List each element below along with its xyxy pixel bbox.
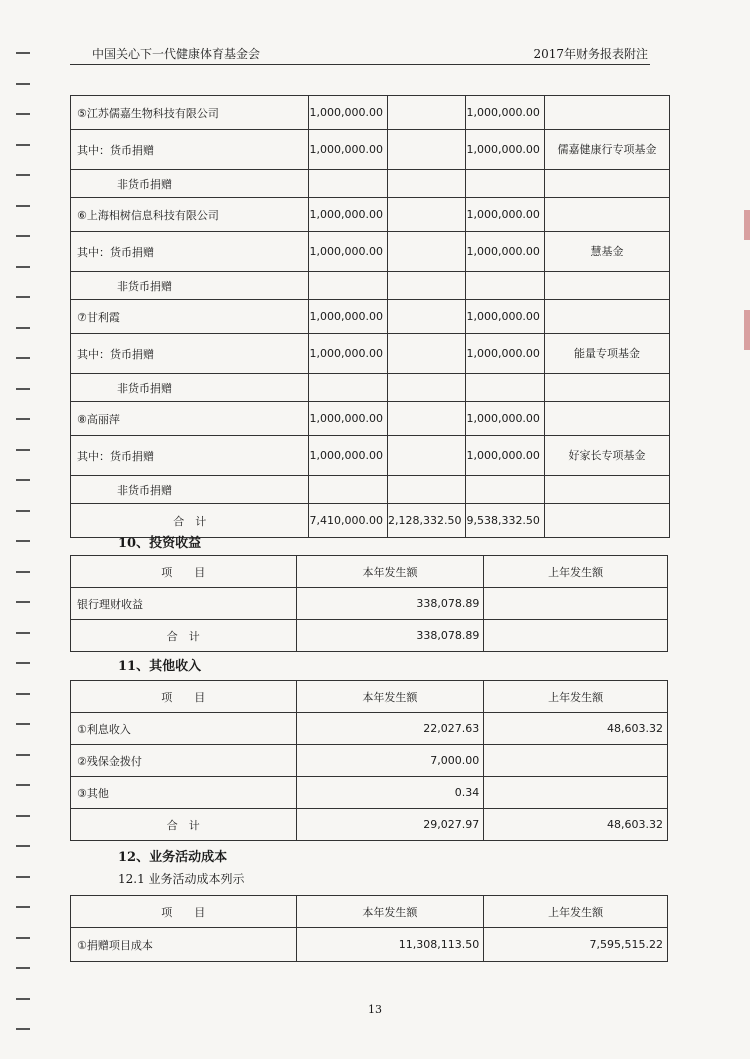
table-row: [71, 713, 668, 745]
seal-stamp-edge: [744, 310, 750, 350]
table-row: [71, 272, 670, 300]
binding-mark: [16, 662, 30, 664]
row-label: 非货币捐赠: [71, 476, 309, 504]
activity-cost-table: [70, 895, 668, 962]
amount-cell: [309, 374, 387, 402]
table-row: [71, 232, 670, 272]
amount-cell: 1,000,000.00: [466, 96, 544, 130]
amount-cell: 1,000,000.00: [309, 130, 387, 170]
binding-mark: [16, 876, 30, 878]
binding-mark: [16, 235, 30, 237]
binding-mark: [16, 296, 30, 298]
amount-cell: 9,538,332.50: [466, 504, 544, 538]
fund-note: [544, 374, 669, 402]
total-row: [71, 620, 668, 652]
amount-cell: 1,000,000.00: [466, 232, 544, 272]
current-year-amount: 22,027.63: [296, 713, 484, 745]
page-header: [70, 42, 650, 65]
row-label: 其中：货币捐赠: [71, 130, 309, 170]
row-label: 非货币捐赠: [71, 272, 309, 300]
fund-note: [544, 272, 669, 300]
amount-cell: 1,000,000.00: [466, 402, 544, 436]
binding-mark: [16, 418, 30, 420]
other-income-table: [70, 680, 668, 841]
binding-mark: [16, 327, 30, 329]
fund-note: [544, 504, 669, 538]
binding-mark: [16, 845, 30, 847]
report-title: 2017年财务报表附注: [533, 47, 648, 61]
fund-note: 慧基金: [544, 232, 669, 272]
amount-cell: [387, 232, 465, 272]
binding-mark: [16, 266, 30, 268]
binding-mark: [16, 937, 30, 939]
amount-cell: 1,000,000.00: [466, 130, 544, 170]
binding-mark: [16, 540, 30, 542]
current-year-amount: 11,308,113.50: [296, 928, 484, 962]
column-header: 本年发生额: [296, 681, 484, 713]
binding-mark: [16, 693, 30, 695]
prior-year-amount: [484, 777, 668, 809]
header-row: [71, 896, 668, 928]
org-name: 中国关心下一代健康体育基金会: [92, 47, 261, 61]
amount-cell: [387, 96, 465, 130]
amount-cell: 1,000,000.00: [309, 198, 387, 232]
amount-cell: 2,128,332.50: [387, 504, 465, 538]
row-label: ①利息收入: [71, 713, 297, 745]
binding-mark: [16, 906, 30, 908]
binding-mark: [16, 479, 30, 481]
column-header: 上年发生额: [484, 556, 668, 588]
section-11-title: 11、其他收入: [118, 659, 202, 674]
table-row: [71, 130, 670, 170]
binding-mark: [16, 754, 30, 756]
table-row: [71, 402, 670, 436]
fund-note: [544, 476, 669, 504]
column-header: 项 目: [71, 556, 297, 588]
amount-cell: [309, 272, 387, 300]
table-row: [71, 777, 668, 809]
table-row: [71, 96, 670, 130]
row-label: 合 计: [71, 504, 309, 538]
total-row: [71, 809, 668, 841]
prior-year-amount: [484, 620, 668, 652]
amount-cell: 1,000,000.00: [309, 96, 387, 130]
amount-cell: [387, 402, 465, 436]
amount-cell: [387, 272, 465, 300]
amount-cell: [466, 170, 544, 198]
row-label: ①捐赠项目成本: [71, 928, 297, 962]
amount-cell: 7,410,000.00: [309, 504, 387, 538]
column-header: 上年发生额: [484, 681, 668, 713]
amount-cell: [387, 436, 465, 476]
row-label: 其中：货币捐赠: [71, 436, 309, 476]
column-header: 项 目: [71, 681, 297, 713]
binding-mark: [16, 632, 30, 634]
table-row: [71, 436, 670, 476]
row-label: ⑥上海相树信息科技有限公司: [71, 198, 309, 232]
amount-cell: [387, 374, 465, 402]
amount-cell: [387, 334, 465, 374]
amount-cell: 1,000,000.00: [466, 198, 544, 232]
row-label: 银行理财收益: [71, 588, 297, 620]
table-row: [71, 588, 668, 620]
fund-note: [544, 170, 669, 198]
binding-mark: [16, 144, 30, 146]
amount-cell: 1,000,000.00: [309, 402, 387, 436]
amount-cell: 1,000,000.00: [309, 334, 387, 374]
prior-year-amount: [484, 745, 668, 777]
section-10-title: 10、投资收益: [118, 536, 202, 551]
current-year-amount: 0.34: [296, 777, 484, 809]
current-year-amount: 29,027.97: [296, 809, 484, 841]
binding-mark: [16, 52, 30, 54]
amount-cell: [387, 300, 465, 334]
section-12-subtitle: 12.1 业务活动成本列示: [118, 872, 245, 886]
fund-note: [544, 402, 669, 436]
row-label: ③其他: [71, 777, 297, 809]
fund-note: [544, 198, 669, 232]
table-row: [71, 300, 670, 334]
binding-mark: [16, 83, 30, 85]
row-label: ②残保金拨付: [71, 745, 297, 777]
fund-note: 儒嘉健康行专项基金: [544, 130, 669, 170]
current-year-amount: 7,000.00: [296, 745, 484, 777]
table-row: [71, 476, 670, 504]
row-label: ⑤江苏儒嘉生物科技有限公司: [71, 96, 309, 130]
binding-mark: [16, 510, 30, 512]
amount-cell: [387, 476, 465, 504]
header-row: [71, 556, 668, 588]
current-year-amount: 338,078.89: [296, 588, 484, 620]
binding-mark: [16, 113, 30, 115]
amount-cell: [387, 198, 465, 232]
table-row: [71, 334, 670, 374]
fund-note: [544, 96, 669, 130]
binding-mark: [16, 784, 30, 786]
prior-year-amount: [484, 588, 668, 620]
donation-table: [70, 95, 670, 538]
column-header: 项 目: [71, 896, 297, 928]
row-label: 非货币捐赠: [71, 374, 309, 402]
fund-note: 能量专项基金: [544, 334, 669, 374]
binding-mark: [16, 601, 30, 603]
binding-mark: [16, 998, 30, 1000]
table-row: [71, 170, 670, 198]
prior-year-amount: 48,603.32: [484, 809, 668, 841]
column-header: 本年发生额: [296, 896, 484, 928]
amount-cell: 1,000,000.00: [309, 300, 387, 334]
binding-mark: [16, 1028, 30, 1030]
binding-mark: [16, 723, 30, 725]
amount-cell: [309, 170, 387, 198]
row-label: 合 计: [71, 620, 297, 652]
row-label: ⑧高丽萍: [71, 402, 309, 436]
binding-mark: [16, 449, 30, 451]
amount-cell: [466, 272, 544, 300]
amount-cell: [387, 170, 465, 198]
current-year-amount: 338,078.89: [296, 620, 484, 652]
row-label: 其中：货币捐赠: [71, 232, 309, 272]
amount-cell: 1,000,000.00: [466, 334, 544, 374]
table-row: [71, 928, 668, 962]
table-row: [71, 374, 670, 402]
amount-cell: [466, 374, 544, 402]
amount-cell: [309, 476, 387, 504]
binding-mark: [16, 357, 30, 359]
binding-mark: [16, 571, 30, 573]
amount-cell: [466, 476, 544, 504]
row-label: 合 计: [71, 809, 297, 841]
amount-cell: 1,000,000.00: [309, 436, 387, 476]
fund-note: 好家长专项基金: [544, 436, 669, 476]
table-row: [71, 198, 670, 232]
binding-mark: [16, 967, 30, 969]
column-header: 本年发生额: [296, 556, 484, 588]
section-12-title: 12、业务活动成本: [118, 850, 228, 865]
amount-cell: 1,000,000.00: [309, 232, 387, 272]
prior-year-amount: 7,595,515.22: [484, 928, 668, 962]
amount-cell: 1,000,000.00: [466, 300, 544, 334]
table-row: [71, 745, 668, 777]
binding-mark: [16, 205, 30, 207]
header-row: [71, 681, 668, 713]
page-number: 13: [368, 1003, 382, 1016]
binding-mark: [16, 388, 30, 390]
seal-stamp-edge: [744, 210, 750, 240]
amount-cell: [387, 130, 465, 170]
binding-mark: [16, 815, 30, 817]
fund-note: [544, 300, 669, 334]
prior-year-amount: 48,603.32: [484, 713, 668, 745]
row-label: 其中：货币捐赠: [71, 334, 309, 374]
column-header: 上年发生额: [484, 896, 668, 928]
row-label: 非货币捐赠: [71, 170, 309, 198]
binding-mark: [16, 174, 30, 176]
binding-margin: [0, 0, 40, 1059]
investment-income-table: [70, 555, 668, 652]
row-label: ⑦甘利霞: [71, 300, 309, 334]
amount-cell: 1,000,000.00: [466, 436, 544, 476]
